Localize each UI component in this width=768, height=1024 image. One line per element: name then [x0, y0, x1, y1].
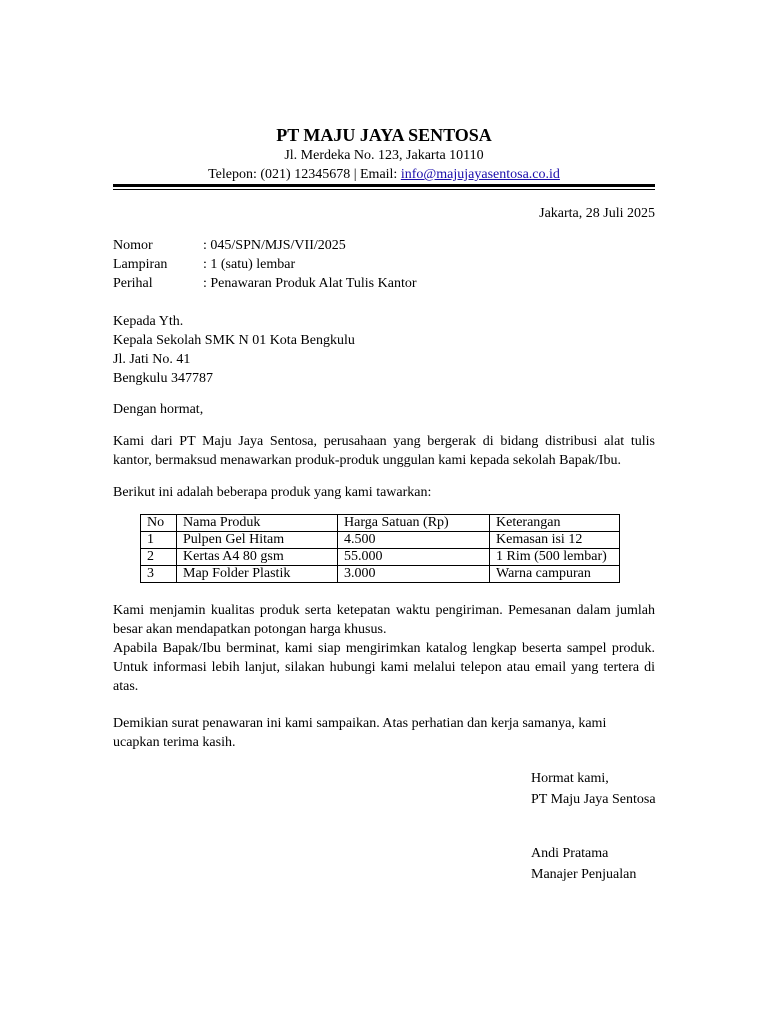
- table-cell: Warna campuran: [490, 566, 620, 583]
- email-link[interactable]: info@majujayasentosa.co.id: [400, 167, 560, 182]
- table-cell: 3: [141, 566, 177, 583]
- table-header: Nama Produk: [177, 515, 338, 532]
- meta-value: : Penawaran Produk Alat Tulis Kantor: [203, 276, 417, 291]
- letterhead-divider-thick: [113, 184, 655, 187]
- signature-name-block: [531, 843, 636, 885]
- intro-text: Kami dari PT Maju Jaya Sentosa, perusahaan yang bergerak di bidang distribusi alat tulis kantor, bermaksud menawarkan produk-produk unggulan kami kepada sekolah Bapak/Ibu.: [113, 434, 655, 468]
- body-paragraph-1: [113, 601, 655, 696]
- table-cell: Kertas A4 80 gsm: [177, 549, 338, 566]
- signature-block: [531, 768, 656, 810]
- table-header: No: [141, 515, 177, 532]
- table-cell: Map Folder Plastik: [177, 566, 338, 583]
- body-text: Apabila Bapak/Ibu berminat, kami siap mengirimkan katalog lengkap beserta sampel produk. Untuk informasi lebih lanjut, silakan hubungi kami melalui telepon atau email yang tertera di atas.: [113, 641, 655, 694]
- meta-row-nomor: [113, 236, 417, 255]
- table-cell: Kemasan isi 12: [490, 532, 620, 549]
- meta-value: : 045/SPN/MJS/VII/2025: [203, 238, 346, 253]
- table-cell: 4.500: [338, 532, 490, 549]
- intro-paragraph: [113, 432, 655, 470]
- recipient-line: Jl. Jati No. 41: [113, 352, 191, 367]
- signatory-title: Manajer Penjualan: [531, 867, 637, 882]
- meta-label: Lampiran: [113, 257, 168, 272]
- recipient-line: Kepada Yth.: [113, 314, 184, 329]
- signatory-name: Andi Pratama: [531, 846, 609, 861]
- table-header: Keterangan: [490, 515, 620, 532]
- table-cell: 1: [141, 532, 177, 549]
- letterhead: [113, 124, 655, 184]
- closing-text: Demikian surat penawaran ini kami sampaikan. Atas perhatian dan kerja samanya, kami ucapkan terima kasih.: [113, 716, 607, 750]
- table-intro-text: Berikut ini adalah beberapa produk yang kami tawarkan:: [113, 485, 432, 500]
- meta-label: Perihal: [113, 276, 153, 291]
- letter-date: Jakarta, 28 Juli 2025: [539, 206, 655, 221]
- meta-label: Nomor: [113, 238, 153, 253]
- table-row: [141, 549, 620, 566]
- greeting-text: Dengan hormat,: [113, 402, 204, 417]
- table-row: [141, 566, 620, 583]
- letter-meta: [113, 236, 417, 293]
- table-cell: 3.000: [338, 566, 490, 583]
- table-cell: 55.000: [338, 549, 490, 566]
- table-intro: [113, 483, 655, 502]
- product-table: [140, 514, 620, 583]
- meta-row-lampiran: [113, 255, 417, 274]
- body-text: Kami menjamin kualitas produk serta ketepatan waktu pengiriman. Pemesanan dalam jumlah besar akan mendapatkan potongan harga khusus.: [113, 603, 655, 637]
- recipient-line: Kepala Sekolah SMK N 01 Kota Bengkulu: [113, 333, 355, 348]
- signature-company: PT Maju Jaya Sentosa: [531, 792, 656, 807]
- meta-row-perihal: [113, 274, 417, 293]
- company-address: Jl. Merdeka No. 123, Jakarta 10110: [284, 148, 484, 163]
- company-contact: [113, 165, 655, 184]
- table-header: Harga Satuan (Rp): [338, 515, 490, 532]
- table-cell: 1 Rim (500 lembar): [490, 549, 620, 566]
- letterhead-divider-thin: [113, 189, 655, 190]
- greeting: [113, 400, 655, 419]
- table-cell: Pulpen Gel Hitam: [177, 532, 338, 549]
- table-cell: 2: [141, 549, 177, 566]
- signature-salutation: Hormat kami,: [531, 771, 609, 786]
- meta-value: : 1 (satu) lembar: [203, 257, 296, 272]
- recipient-block: [113, 312, 655, 388]
- table-row: [141, 532, 620, 549]
- company-name: PT MAJU JAYA SENTOSA: [276, 125, 492, 145]
- table-header-row: [141, 515, 620, 532]
- contact-phone: Telepon: (021) 12345678 | Email:: [208, 167, 401, 182]
- closing-paragraph: [113, 714, 655, 752]
- recipient-line: Bengkulu 347787: [113, 371, 213, 386]
